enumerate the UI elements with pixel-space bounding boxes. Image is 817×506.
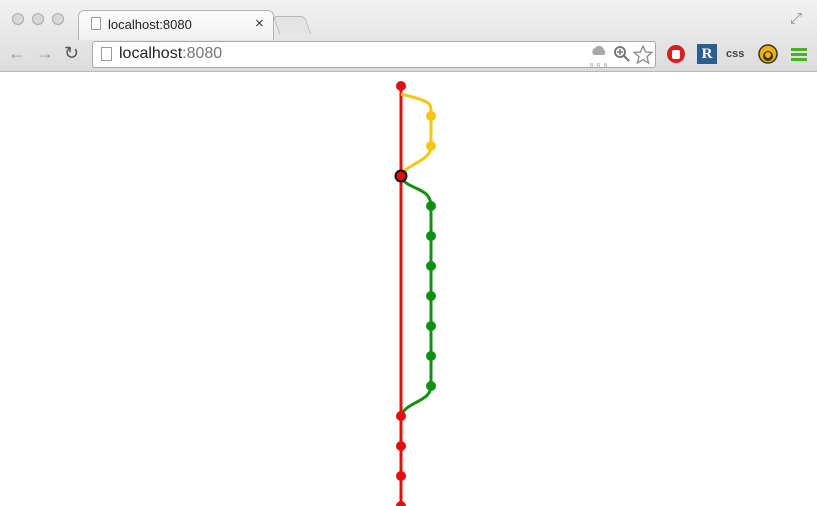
url-host: localhost xyxy=(119,45,183,62)
tab-title: localhost:8080 xyxy=(108,17,192,32)
cloud-extension-label: B R N xyxy=(590,63,609,69)
yellow-commit[interactable] xyxy=(426,111,436,121)
tab-close-icon[interactable]: × xyxy=(255,15,264,32)
zoom-window-button[interactable] xyxy=(52,13,64,25)
main-commit[interactable] xyxy=(396,501,406,506)
url-port: :8080 xyxy=(182,45,223,62)
cloud-extension-icon[interactable] xyxy=(589,43,609,68)
green-commit[interactable] xyxy=(426,351,436,361)
page-icon xyxy=(91,17,101,30)
yellow-branch-line xyxy=(401,94,431,176)
r-extension-icon[interactable]: R xyxy=(697,44,717,64)
yellow-commit[interactable] xyxy=(426,141,436,151)
green-commit[interactable] xyxy=(426,201,436,211)
address-bar[interactable] xyxy=(92,41,656,68)
green-commit[interactable] xyxy=(426,321,436,331)
bookmark-star-icon[interactable] xyxy=(633,45,653,70)
main-commit[interactable] xyxy=(396,81,406,91)
commit-graph xyxy=(0,72,817,506)
main-commit[interactable] xyxy=(396,441,406,451)
merge-commit[interactable] xyxy=(396,171,407,182)
browser-tab[interactable] xyxy=(78,10,274,40)
zoom-icon[interactable] xyxy=(613,45,631,68)
green-commit[interactable] xyxy=(426,291,436,301)
reload-icon[interactable]: ↻ xyxy=(64,43,80,63)
page-icon xyxy=(101,47,112,61)
close-window-button[interactable] xyxy=(12,13,24,25)
green-commit[interactable] xyxy=(426,261,436,271)
green-commit[interactable] xyxy=(426,381,436,391)
hand-extension-icon[interactable] xyxy=(666,44,686,64)
avatar-extension-icon[interactable] xyxy=(758,44,778,64)
menu-icon[interactable] xyxy=(790,44,810,64)
new-tab-button[interactable] xyxy=(273,16,312,34)
forward-icon[interactable]: → xyxy=(36,43,54,63)
url-text[interactable] xyxy=(119,45,222,63)
browser-chrome xyxy=(0,0,817,72)
back-icon[interactable]: ← xyxy=(8,43,26,63)
css-extension-icon[interactable]: css xyxy=(726,48,745,60)
main-commit[interactable] xyxy=(396,471,406,481)
minimize-window-button[interactable] xyxy=(32,13,44,25)
green-commit[interactable] xyxy=(426,231,436,241)
fullscreen-icon[interactable]: ⤢ xyxy=(790,10,803,27)
main-commit[interactable] xyxy=(396,411,406,421)
